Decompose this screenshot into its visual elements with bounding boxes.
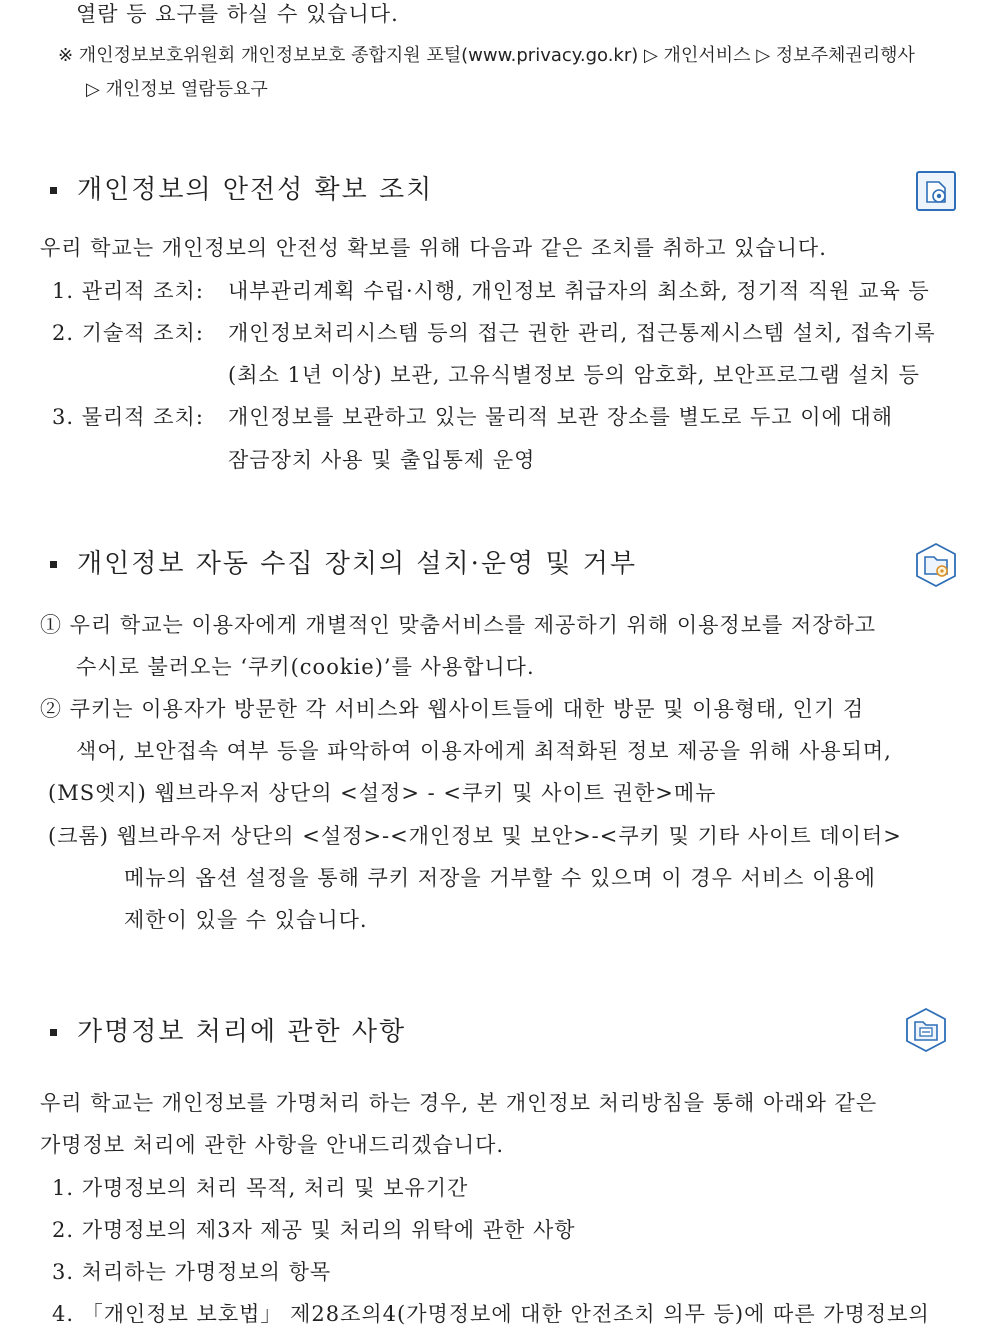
list-item: [0, 277, 1000, 305]
cookie-settings-icon: [913, 542, 959, 588]
list-item-label: 3. 물리적 조치:: [52, 405, 204, 429]
section-heading-pseudonymous-info: [50, 1012, 970, 1052]
list-item-label: 2. 기술적 조치:: [52, 321, 204, 345]
list-item-continued: 잠금장치 사용 및 출입통제 운영: [228, 448, 536, 472]
paragraph-cookie-usage: ② 쿠키는 이용자가 방문한 각 서비스와 웹사이트들에 대한 방문 및 이용형태, 인기 검: [40, 697, 865, 721]
list-item: 4. 「개인정보 보호법」 제28조의4(가명정보에 대한 안전조치 의무 등)에 따른 가명정보의: [52, 1302, 930, 1326]
chrome-browser-instruction: (크롬) 웹브라우저 상단의 <설정>-<개인정보 및 보안>-<쿠키 및 기타 사이트 데이터>: [48, 824, 902, 848]
section-title: 개인정보 자동 수집 장치의 설치·운영 및 거부: [77, 549, 637, 579]
section-heading-auto-collection: [50, 544, 970, 584]
section-title: 개인정보의 안전성 확보 조치: [77, 175, 434, 205]
section-intro-continued: 가명정보 처리에 관한 사항을 안내드리겠습니다.: [40, 1133, 505, 1157]
paragraph-cookie-purpose-continued: 수시로 불러오는 ‘쿠키(cookie)’를 사용합니다.: [76, 655, 535, 679]
paragraph-cookie-usage-continued: 색어, 보안접속 여부 등을 파악하여 이용자에게 최적화된 정보 제공을 위해 사용되며,: [76, 739, 892, 763]
privacy-portal-note: ※ 개인정보보호위원회 개인정보보호 종합지원 포털(www.privacy.go.kr) ▷ 개인서비스 ▷ 정보주체권리행사: [58, 45, 915, 66]
list-item-continued: (최소 1년 이상) 보관, 고유식별정보 등의 암호화, 보안프로그램 설치 등: [228, 363, 920, 387]
section-title: 가명정보 처리에 관한 사항: [77, 1017, 407, 1047]
edge-browser-instruction: (MS엣지) 웹브라우저 상단의 <설정> - <쿠키 및 사이트 권한>메뉴: [48, 781, 717, 805]
list-item: [0, 319, 1000, 347]
gear-document-icon: [912, 168, 958, 214]
list-item: 1. 가명정보의 처리 목적, 처리 및 보유기간: [52, 1176, 469, 1200]
list-item-text: 내부관리계획 수립·시행, 개인정보 취급자의 최소화, 정기적 직원 교육 등: [228, 279, 930, 303]
list-item: [0, 403, 1000, 431]
list-item-text: 개인정보를 보관하고 있는 물리적 보관 장소를 별도로 두고 이에 대해: [228, 405, 894, 429]
section-intro: 우리 학교는 개인정보를 가명처리 하는 경우, 본 개인정보 처리방침을 통해 아래와 같은: [40, 1091, 878, 1115]
list-item: 2. 가명정보의 제3자 제공 및 처리의 위탁에 관한 사항: [52, 1218, 576, 1242]
paragraph-cookie-purpose: ① 우리 학교는 이용자에게 개별적인 맞춤서비스를 제공하기 위해 이용정보를 저장하고: [40, 613, 877, 637]
section-heading-security-measures: [50, 170, 970, 210]
heading-bullet: [50, 187, 57, 194]
list-item: 3. 처리하는 가명정보의 항목: [52, 1260, 332, 1284]
chrome-browser-instruction-continued: 메뉴의 옵션 설정을 통해 쿠키 저장을 거부할 수 있으며 이 경우 서비스 이용에: [124, 866, 876, 890]
heading-bullet: [50, 561, 57, 568]
list-item-label: 1. 관리적 조치:: [52, 279, 204, 303]
list-item-text: 개인정보처리시스템 등의 접근 권한 관리, 접근통제시스템 설치, 접속기록: [228, 321, 936, 345]
top-text-line: 열람 등 요구를 하실 수 있습니다.: [76, 2, 399, 26]
pseudonym-folder-icon: [903, 1007, 949, 1053]
privacy-portal-note-continued: ▷ 개인정보 열람등요구: [86, 79, 268, 100]
heading-bullet: [50, 1029, 57, 1036]
chrome-browser-instruction-continued: 제한이 있을 수 있습니다.: [124, 908, 368, 932]
section-intro: 우리 학교는 개인정보의 안전성 확보를 위해 다음과 같은 조치를 취하고 있습니다.: [40, 236, 827, 260]
